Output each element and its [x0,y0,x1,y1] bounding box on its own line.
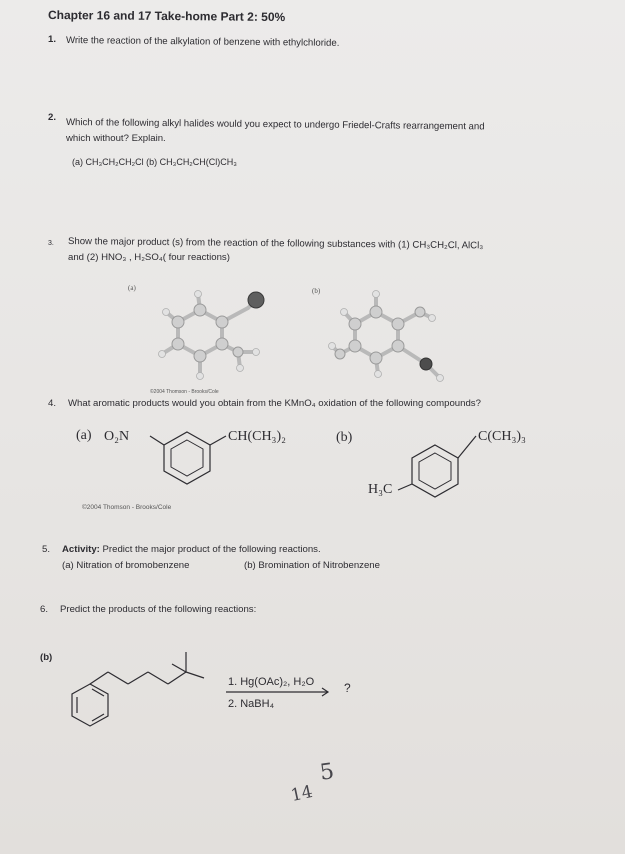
q3-label-a: (a) [128,284,136,292]
q4-label-a: (a) [76,428,92,443]
q6-text: Predict the products of the following reactions: [60,604,257,615]
q4-text: What aromatic products would you obtain from the KMnO₄ oxidation of the following compounds? [68,398,481,409]
q3-molecule-models [140,282,460,394]
q2-number: 2. [48,112,57,123]
q5-part-a: (a) Nitration of bromobenzene [62,560,190,571]
q5-heading: Activity: [62,544,100,555]
q3-line2: and (2) HNO₃ , H₂SO₄( four reactions) [68,252,230,263]
q3-copyright: ©2004 Thomson - Brooks/Cole [150,389,219,395]
q1-text: Write the reaction of the alkylation of benzene with ethylchloride. [65,35,340,49]
q3-line1: Show the major product (s) from the reaction of the following substances with (1) CH₃CH₂Cl, AlCl₃ [67,236,484,252]
q4-label-b: (b) [336,430,353,445]
q5-part-b: (b) Bromination of Nitrobenzene [244,560,380,571]
q4-substituent-c: C(CH₃)₃ [478,429,526,444]
page-title: Chapter 16 and 17 Take-home Part 2: 50% [47,7,286,25]
q2-line2: which without? Explain. [66,133,166,144]
q6-number: 6. [40,604,49,615]
q4-substituent-o2n: O₂N [104,429,130,444]
q6-label-b: (b) [40,652,53,663]
handwritten-score-top: 5 [318,759,336,786]
q6-product-unknown: ? [344,681,351,695]
q3-label-b: (b) [312,287,321,295]
q2-options: (a) CH₃CH₂CH₂Cl (b) CH₃CH₂CH(Cl)CH₃ [72,157,237,167]
q4-copyright: ©2004 Thomson - Brooks/Cole [82,504,172,511]
q5-number: 5. [42,544,51,555]
q5-line1 [62,544,321,555]
q6-reagent-2: 2. NaBH₄ [228,698,275,710]
q4-substituent-ch: CH(CH₃)₂ [228,429,286,444]
handwritten-score-bottom: 14 [289,781,315,807]
q1-number: 1. [48,34,57,45]
q6-reagent-1: 1. Hg(OAc)₂, H₂O [228,676,315,688]
q4-substituent-h3c: H₃C [368,482,393,497]
q2-line1: Which of the following alkyl halides would you expect to undergo Friedel-Crafts rearrangement and [65,117,485,133]
q3-number: 3. [48,240,54,247]
q5-text: Predict the major product of the following reactions. [99,544,321,555]
q4-number: 4. [48,398,57,409]
q6-reaction-scheme [60,640,380,750]
